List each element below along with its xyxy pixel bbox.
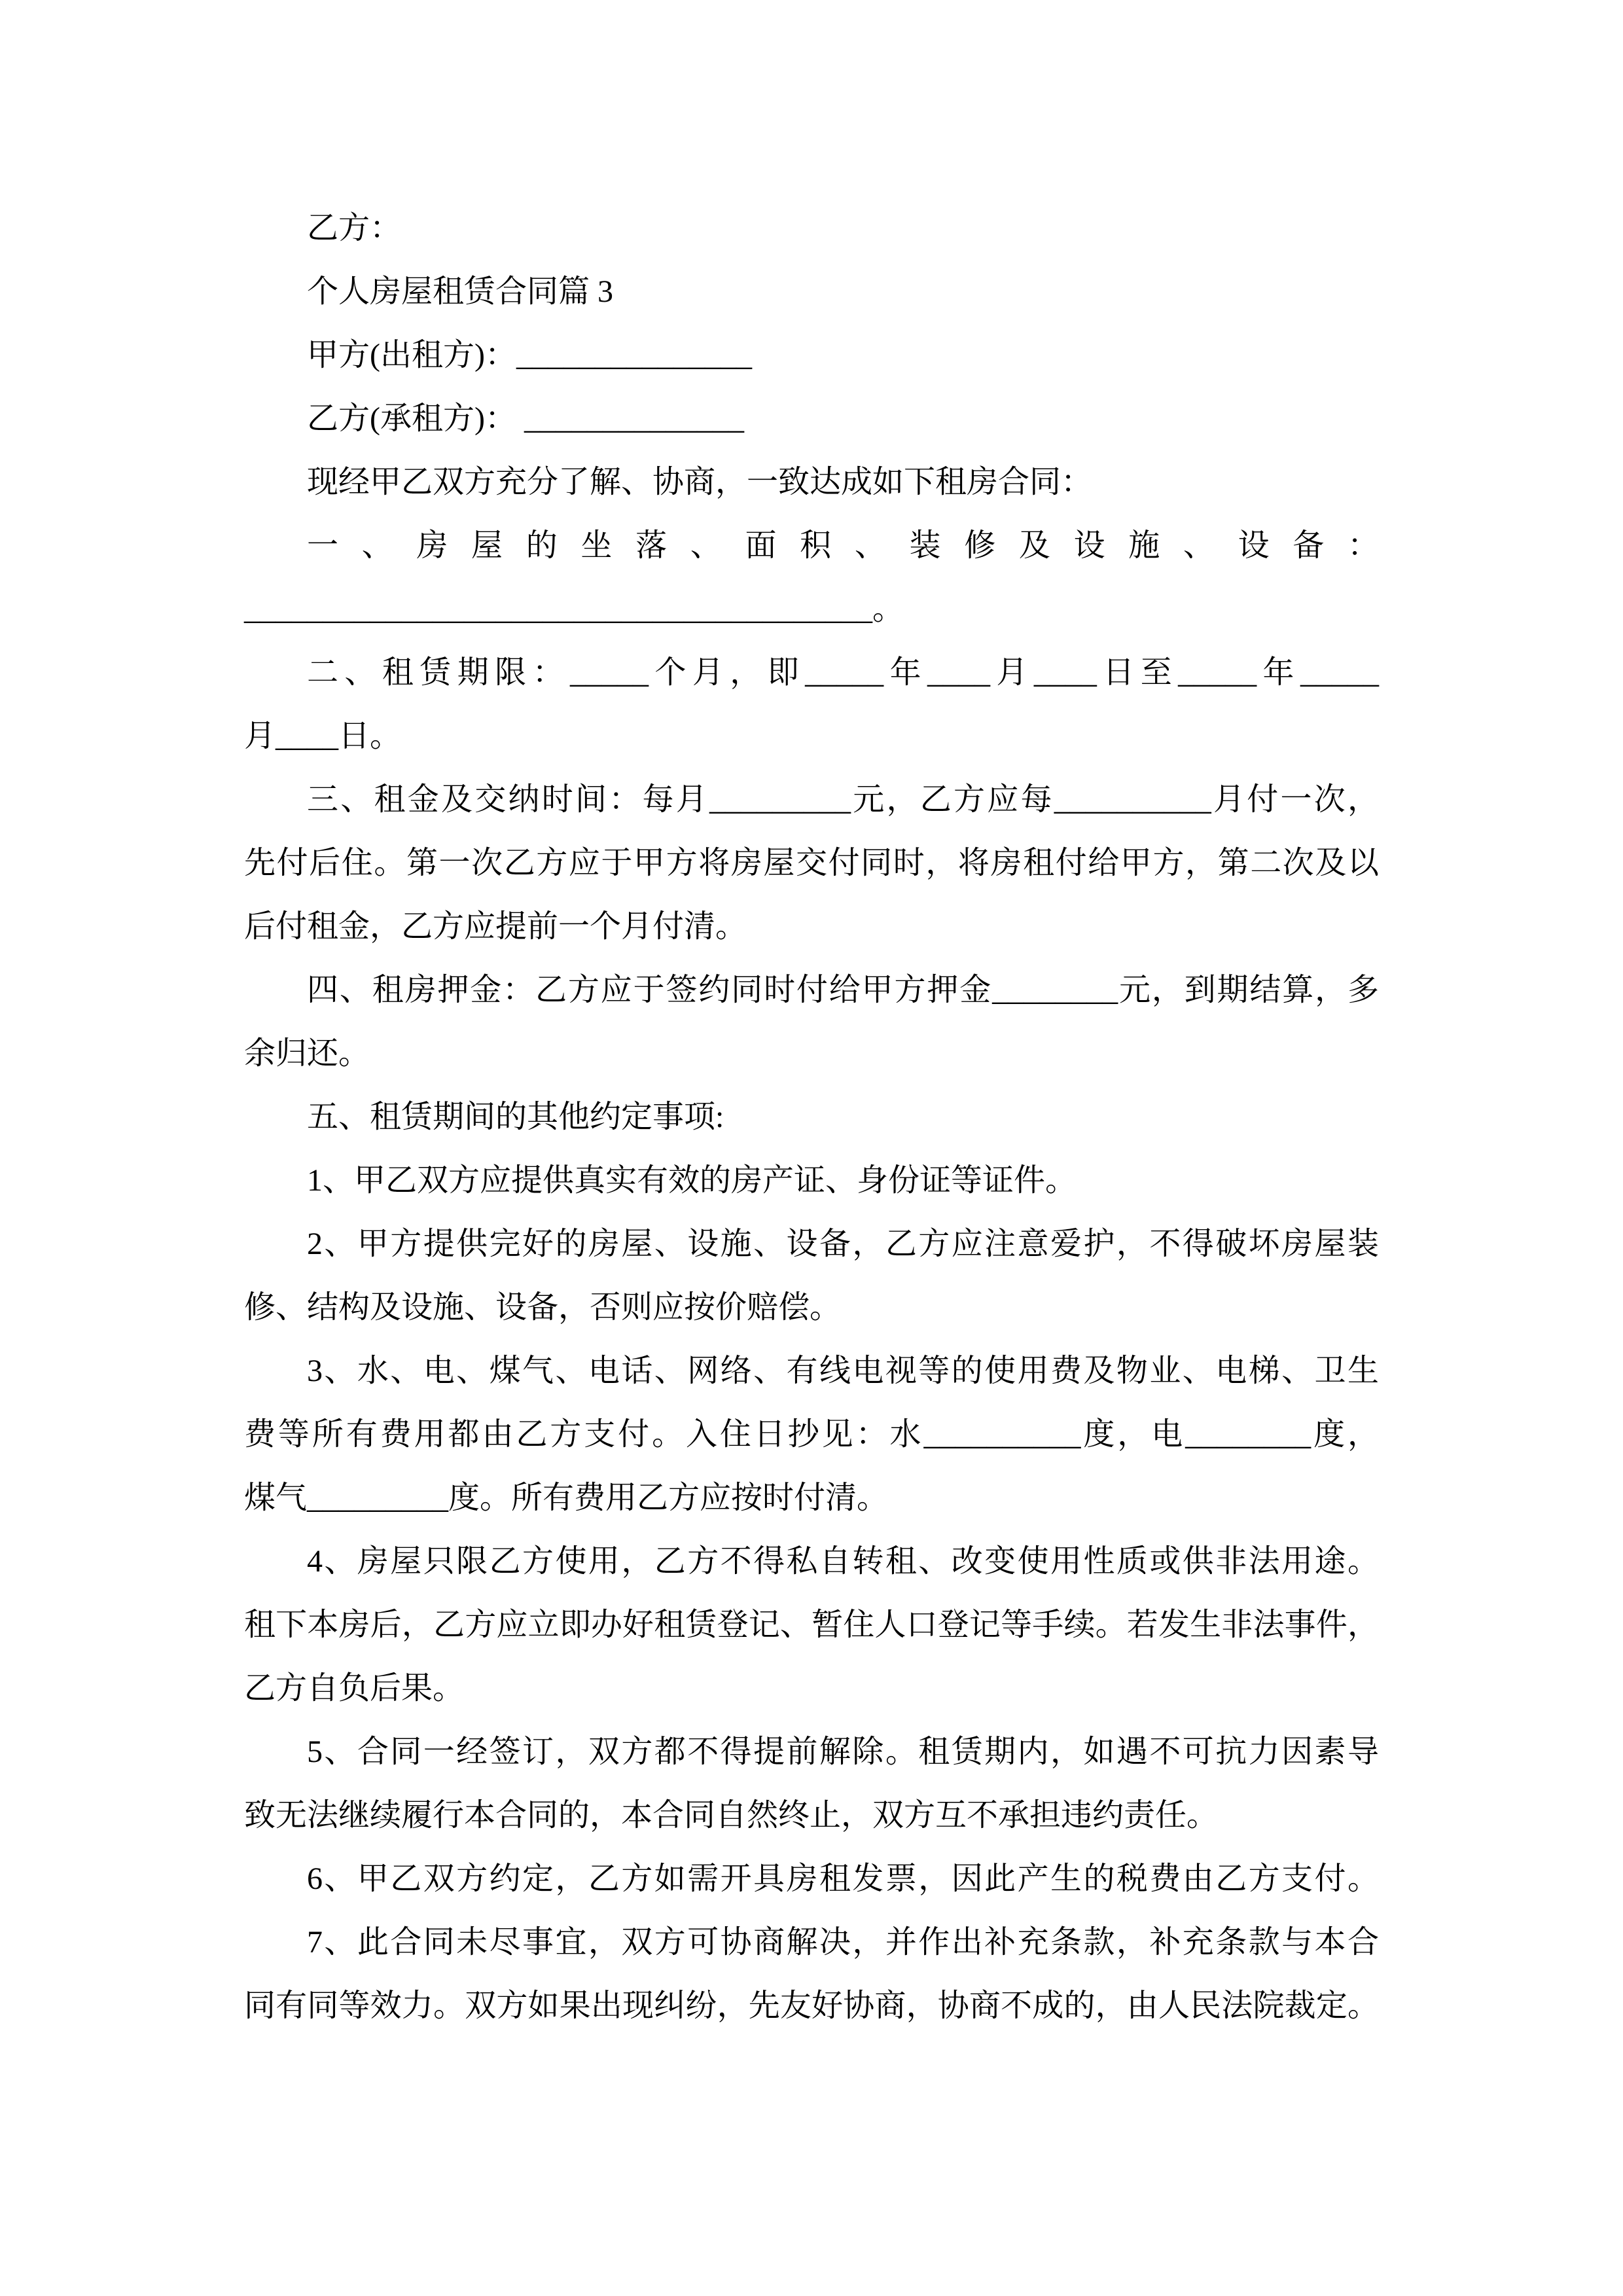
contract-line: 乙方自负后果。 (244, 1671, 465, 1706)
contract-line: 四、租房押金：乙方应于签约同时付给甲方押金________元，到期结算，多 (307, 973, 1379, 1007)
contract-line: 同有同等效力。双方如果出现纠纷，先友好协商，协商不成的，由人民法院裁定。 (244, 1988, 1379, 2023)
contract-line: 5、合同一经签订，双方都不得提前解除。租赁期内，如遇不可抗力因素导 (307, 1734, 1379, 1769)
contract-line: 乙方： (307, 211, 402, 245)
contract-line: ________________________________________。 (244, 592, 904, 626)
contract-line: 6、甲乙双方约定，乙方如需开具房租发票，因此产生的税费由乙方支付。 (307, 1861, 1379, 1896)
contract-line: 先付后住。第一次乙方应于甲方将房屋交付同时，将房租付给甲方，第二次及以 (244, 846, 1379, 880)
contract-line: 乙方(承租方)： ______________ (307, 401, 744, 436)
contract-line: 月____日。 (244, 719, 402, 753)
contract-line: 2、甲方提供完好的房屋、设施、设备，乙方应注意爱护，不得破坏房屋装 (307, 1227, 1379, 1261)
contract-line: 二、租赁期限：_____个月，即_____年____月____日至_____年_____ (307, 655, 1379, 690)
contract-line: 7、此合同未尽事宜，双方可协商解决，并作出补充条款，补充条款与本合 (307, 1925, 1379, 1960)
contract-line: 甲方(出租方)：_______________ (307, 338, 752, 372)
contract-body (244, 196, 1379, 2037)
contract-line: 五、租赁期间的其他约定事项: (307, 1100, 724, 1134)
contract-line: 现经甲乙双方充分了解、协商，一致达成如下租房合同： (307, 465, 1093, 499)
contract-line: 煤气_________度。所有费用乙方应按时付清。 (244, 1480, 889, 1515)
contract-line: 3、水、电、煤气、电话、网络、有线电视等的使用费及物业、电梯、卫生 (307, 1354, 1379, 1388)
contract-line: 致无法继续履行本合同的，本合同自然终止，双方互不承担违约责任。 (244, 1798, 1219, 1833)
contract-line: 4、房屋只限乙方使用，乙方不得私自转租、改变使用性质或供非法用途。 (307, 1544, 1379, 1579)
contract-line: 余归还。 (244, 1036, 370, 1071)
contract-line: 费等所有费用都由乙方支付。入住日抄见：水__________度，电________度， (244, 1417, 1379, 1452)
contract-line: 1、甲乙双方应提供真实有效的房产证、身份证等证件。 (307, 1163, 1077, 1198)
contract-line: 三、租金及交纳时间：每月_________元，乙方应每__________月付一次， (307, 782, 1379, 817)
contract-line: 修、结构及设施、设备，否则应按价赔偿。 (244, 1290, 842, 1325)
contract-line: 租下本房后，乙方应立即办好租赁登记、暂住人口登记等手续。若发生非法事件， (244, 1607, 1379, 1642)
contract-line: 后付租金，乙方应提前一个月付清。 (244, 909, 747, 944)
contract-line: 一、房屋的坐落、面积、装修及设施、设备： (307, 528, 1379, 563)
contract-line: 个人房屋租赁合同篇 3 (307, 274, 614, 309)
